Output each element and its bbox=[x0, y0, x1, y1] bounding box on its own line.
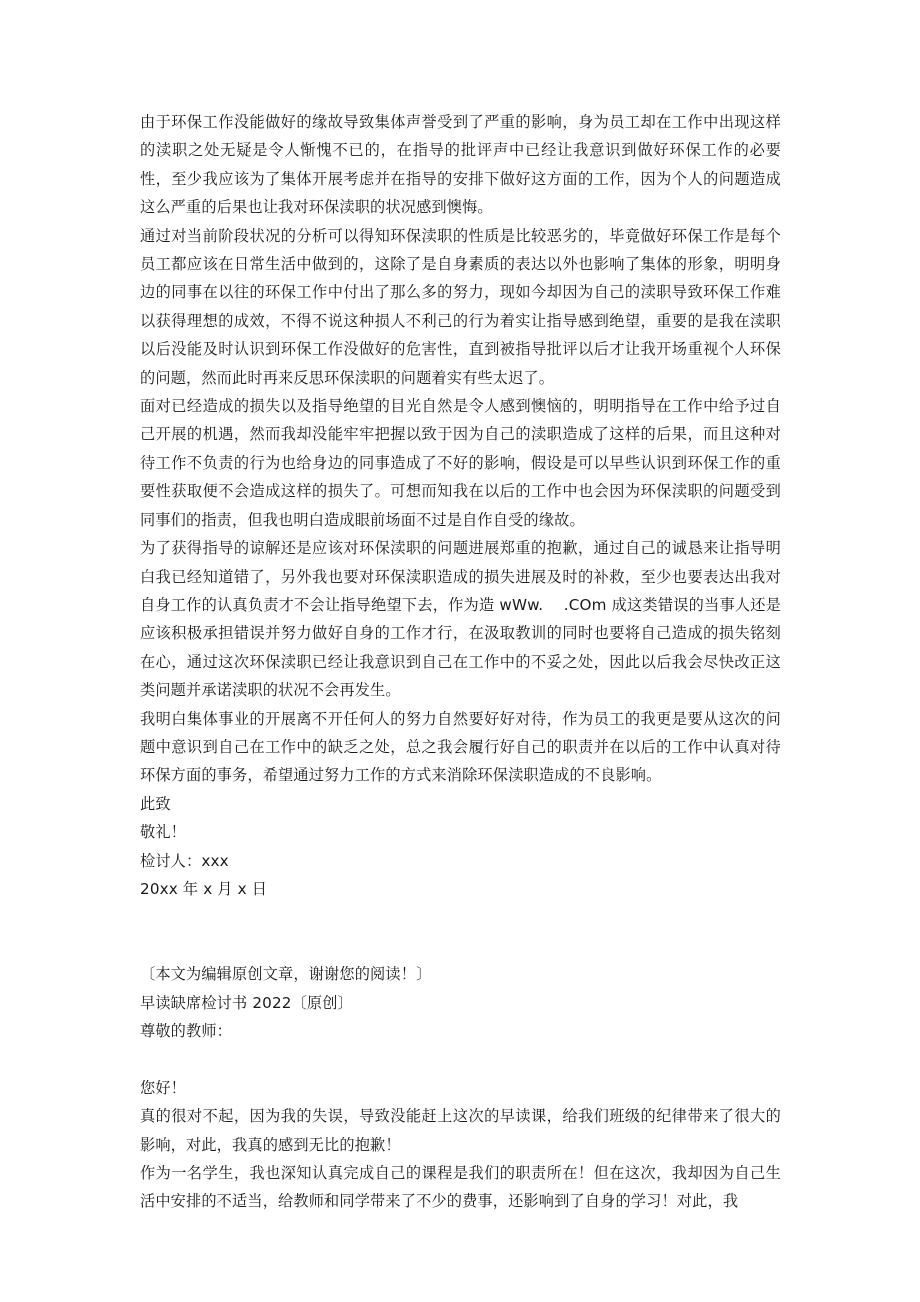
paragraph-1: 由于环保工作没能做好的缘故导致集体声誉受到了严重的影响，身为员工却在工作中出现这样的渎职之处无疑是令人惭愧不已的，在指导的批评声中已经让我意识到做好环保工作的必要性，至少我应该为了集体开展考虑并在指导的安排下做好这方面的工作，因为个人的问题造成这么严重的后果也让我对环保渎职的状况感到懊悔。 bbox=[140, 113, 781, 217]
closing-line-2: 敬礼！ bbox=[140, 823, 187, 842]
paragraph-5: 我明白集体事业的开展离不开任何人的努力自然要好好对待，作为员工的我更是要从这次的问题中意识到自己在工作中的缺乏之处，总之我会履行好自己的职责并在以后的工作中认真对待环保方面的事务，希望通过努力工作的方式来消除环保渎职造成的不良影响。 bbox=[140, 709, 781, 785]
paragraph-4: 为了获得指导的谅解还是应该对环保渎职的问题进展郑重的抱歉，通过自己的诚恳来让指导明白我已经知道错了，另外我也要对环保渎职造成的损失进展及时的补救，至少也要表达出我对自身工作的认真负责才不会让指导绝望下去，作为造 wWw. .COm 成这类错误的当事人还是应该积极承担错误并努力做好自身的工作才行，在汲取教训的同时也要将自己造成的损失铭刻在心，通过这次环保渎职已经让我意识到自己在工作中的不妥之处，因此以后我会尽快改正这类问题并承诺渎职的状况不会再发生。 bbox=[140, 539, 781, 700]
closing-line-1: 此致 bbox=[140, 794, 171, 813]
date-line: 20xx 年 x 月 x 日 bbox=[140, 879, 268, 898]
section-gap bbox=[140, 903, 781, 960]
paragraph-6: 真的很对不起，因为我的失误，导致没能赶上这次的早读课，给我们班级的纪律带来了很大的影响，对此，我真的感到无比的抱歉！ bbox=[140, 1107, 781, 1154]
greeting-line: 您好！ bbox=[140, 1078, 187, 1097]
blank-line bbox=[140, 1045, 781, 1073]
signer-line: 检讨人：xxx bbox=[140, 851, 229, 870]
paragraph-7: 作为一名学生，我也深知认真完成自己的课程是我们的职责所在！但在这次，我却因为自己生活中安排的不适当，给教师和同学带来了不少的费事，还影响到了自身的学习！对此，我 bbox=[140, 1164, 781, 1211]
salutation-line: 尊敬的教师： bbox=[140, 1021, 233, 1040]
editor-note: 〔本文为编辑原创文章，谢谢您的阅读！〕 bbox=[140, 965, 432, 984]
paragraph-3: 面对已经造成的损失以及指导绝望的目光自然是令人感到懊恼的，明明指导在工作中给予过自己开展的机遇，然而我却没能牢牢把握以致于因为自己的渎职造成了这样的后果，而且这种对待工作不负责的行为也给身边的同事造成了不好的影响，假设是可以早些认识到环保工作的重要性获取便不会造成这样的损失了。可想而知我在以后的工作中也会因为环保渎职的问题受到同事们的指责，但我也明白造成眼前场面不过是自作自受的缘故。 bbox=[140, 397, 781, 529]
paragraph-2: 通过对当前阶段状况的分析可以得知环保渎职的性质是比较恶劣的，毕竟做好环保工作是每个员工都应该在日常生活中做到的，这除了是自身素质的表达以外也影响了集体的形象，明明身边的同事在以往的环保工作中付出了那么多的努力，现如今却因为自己的渎职导致环保工作难以获得理想的成效，不得不说这种损人不利己的行为着实让指导感到绝望，重要的是我在渎职以后没能及时认识到环保工作没做好的危害性，直到被指导批评以后才让我开场重视个人环保的问题，然而此时再来反思环保渎职的问题着实有些太迟了。 bbox=[140, 226, 781, 387]
second-title: 早读缺席检讨书 2022〔原创〕 bbox=[140, 993, 353, 1012]
